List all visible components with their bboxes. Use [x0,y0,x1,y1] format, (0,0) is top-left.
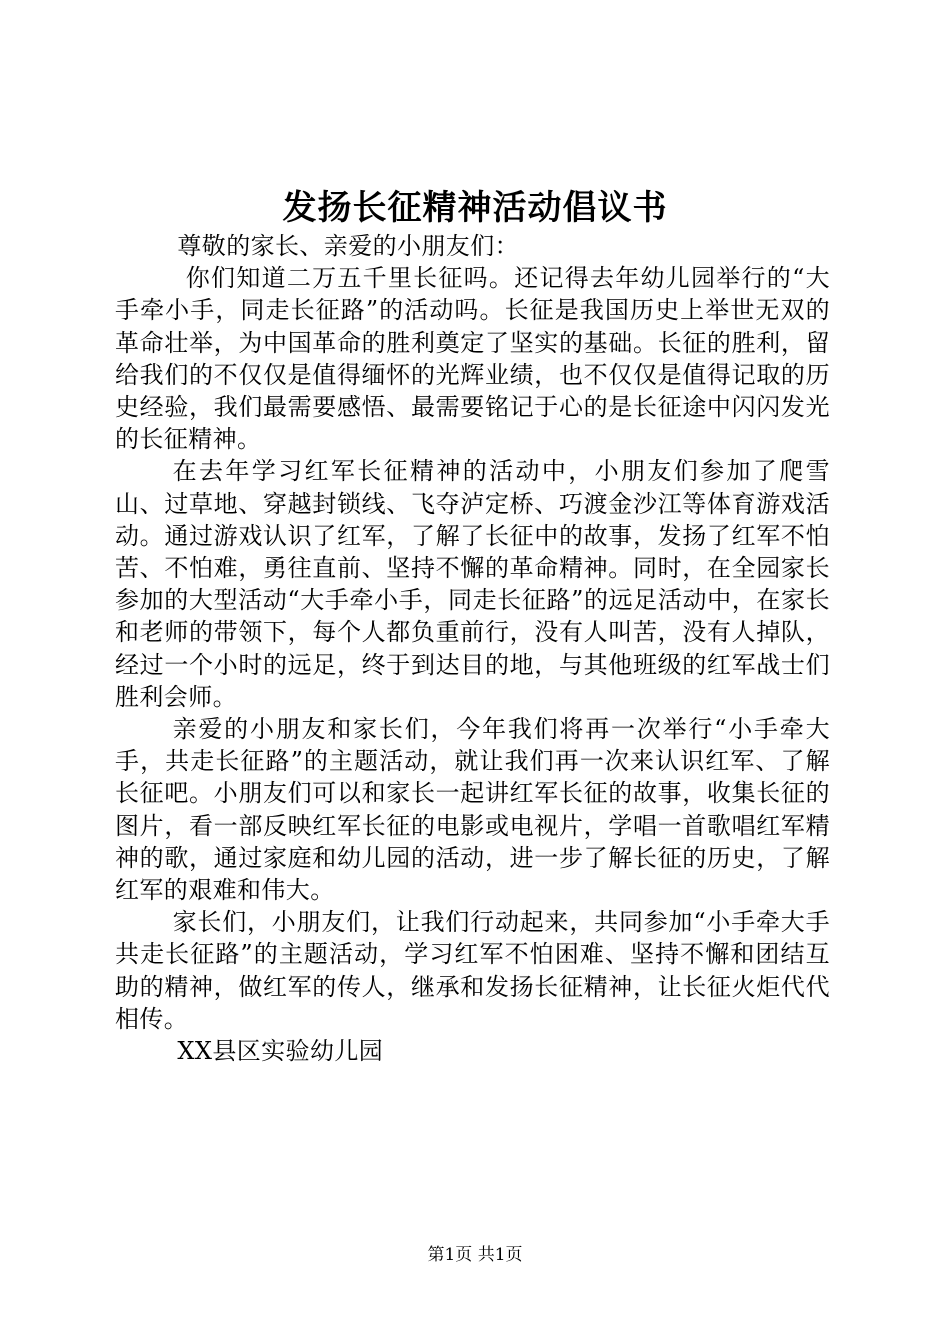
page-footer: 第1页 共1页 [427,1245,523,1265]
document-title: 发扬长征精神活动倡议书 [282,188,668,228]
salutation: 尊敬的家长、亲爱的小朋友们： [177,232,519,260]
document-body [115,230,830,1067]
paragraph-1: 你们知道二万五千里长征吗。还记得去年幼儿园举行的“大手牵小手，同走长征路”的活动吗。长征是我国历史上举世无双的革命壮举，为中国革命的胜利奠定了坚实的基础。长征的胜利，留给我们的不仅仅是值得缅怀的光辉业绩，也不仅仅是值得记取的历史经验，我们最需要感悟、最需要铭记于心的是长征途中闪闪发光的长征精神。 [115,264,830,454]
paragraph-2: 在去年学习红军长征精神的活动中，小朋友们参加了爬雪山、过草地、穿越封锁线、飞夺泸定桥、巧渡金沙江等体育游戏活动。通过游戏认识了红军，了解了长征中的故事，发扬了红军不怕苦、不怕难，勇往直前、坚持不懈的革命精神。同时，在全园家长参加的大型活动“大手牵小手，同走长征路”的远足活动中，在家长和老师的带领下，每个人都负重前行，没有人叫苦，没有人掉队，经过一个小时的远足，终于到达目的地，与其他班级的红军战士们胜利会师。 [115,457,830,711]
signature: XX县区实验幼儿园 [177,1037,384,1066]
paragraph-3: 亲爱的小朋友和家长们，今年我们将再一次举行“小手牵大手，共走长征路”的主题活动，就让我们再一次来认识红军、了解长征吧。小朋友们可以和家长一起讲红军长征的故事，收集长征的图片，看一部反映红军长征的电影或电视片，学唱一首歌唱红军精神的歌，通过家庭和幼儿园的活动，进一步了解长征的历史，了解红军的艰难和伟大。 [115,715,830,905]
paragraph-4: 家长们，小朋友们，让我们行动起来，共同参加“小手牵大手共走长征路”的主题活动，学习红军不怕困难、坚持不懈和团结互助的精神，做红军的传人，继承和发扬长征精神，让长征火炬代代相传。 [115,908,830,1033]
